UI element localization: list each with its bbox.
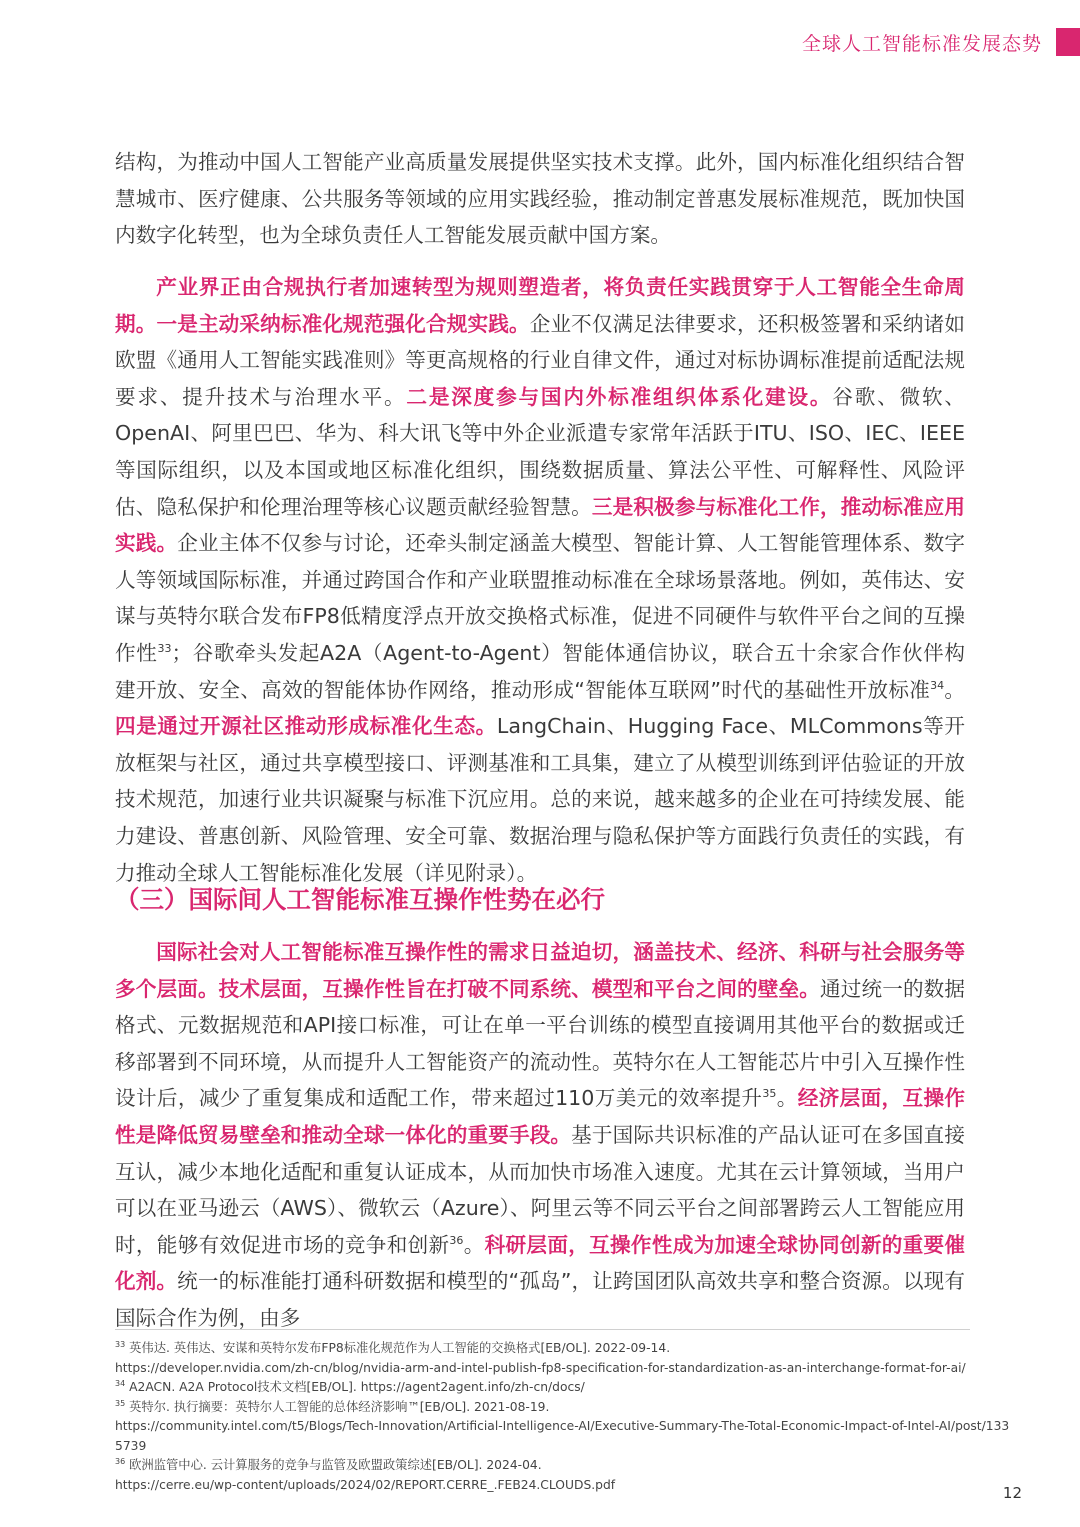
footnote-divider [115, 1329, 970, 1330]
body-text: ；谷歌牵头发起A2A（Agent-to-Agent）智能体通信协议，联合五十余家合作伙伴构建开放、安全、高效的智能体协作网络，推动形成“智能体互联网”时代的基础性开放标准 [115, 640, 966, 702]
footnote-text: 欧洲监管中心. 云计算服务的竞争与监管及欧盟政策综述[EB/OL]. 2024-04. [129, 1458, 542, 1472]
footnote-number: 33 [115, 1339, 126, 1349]
footnote-text[interactable]: A2ACN. A2A Protocol技术文档[EB/OL]. https://agent2agent.info/zh-cn/docs/ [129, 1380, 585, 1394]
footnote-number: 36 [115, 1456, 126, 1466]
body-text: 企业不仅满足法律要求，还积极签署和采纳诸如欧盟《通用人工智能实践准则》等更高规格的行业自律文件，通过对标协调标准提前适配法规要求、提升技术与治理水平。 [115, 311, 965, 409]
footnote-ref[interactable]: 33 [157, 642, 172, 656]
paragraph-continued: 结构，为推动中国人工智能产业高质量发展提供坚实技术支撑。此外，国内标准化组织结合智慧城市、医疗健康、公共服务等领域的应用实践经验，推动制定普惠发展标准规范，既加快国内数字化转型，也为全球负责任人工智能发展贡献中国方案。 [115, 150, 965, 248]
section-heading: （三）国际间人工智能标准互操作性势在必行 [115, 885, 605, 914]
footnote-link[interactable] [115, 1359, 1015, 1379]
footnote-number: 34 [115, 1378, 126, 1388]
footnote-item [115, 1456, 1015, 1476]
footnote-url[interactable]: https://community.intel.com/t5/Blogs/Tech-Innovation/Artificial-Intelligence-AI/Executive-Summary-The-Total-Economic-Impact-of-Intel-AI/post/1335739 [115, 1419, 1010, 1453]
highlight-text: 国际社会对人工智能标准互操作性的需求日益迫切，涵盖技术、经济、科研与社会服务等多个层面。技术层面，互操作性旨在打破不同系统、模型和平台之间的壁垒。 [115, 940, 965, 1001]
footnotes [115, 1339, 1015, 1495]
paragraph-interoperability [115, 934, 965, 1337]
highlight-text: 产业界正由合规执行者加速转型为规则塑造者，将负责任实践贯穿于人工智能全生命周期。一是主动采纳标准化规范强化合规实践。 [115, 275, 965, 336]
footnote-text: 英特尔. 执行摘要：英特尔人工智能的总体经济影响™[EB/OL]. 2021-08-19. [129, 1399, 550, 1414]
body-text: 谷歌、微软、OpenAI、阿里巴巴、华为、科大讯飞等中外企业派遣专家常年活跃于ITU、ISO、IEC、IEEE等国际组织，以及本国或地区标准化组织，围绕数据质量、算法公平性、可解释性、风险评估、隐私保护和伦理治理等核心议题贡献经验智慧。 [115, 384, 966, 519]
highlight-text: 科研层面，互操作性成为加速全球协同创新的重要催化剂。 [115, 1232, 966, 1294]
body-text: 企业主体不仅参与讨论，还牵头制定涵盖大模型、智能计算、人工智能管理体系、数字人等领域国际标准，并通过跨国合作和产业联盟推动标准在全球场景落地。例如，英伟达、安谋与英特尔联合发布FP8低精度浮点开放交换格式标准，促进不同硬件与软件平台之间的互操作性 [115, 531, 966, 665]
body-text: 通过统一的数据格式、元数据规范和API接口标准，可让在单一平台训练的模型直接调用其他平台的数据或迁移部署到不同环境，从而提升人工智能资产的流动性。英特尔在人工智能芯片中引入互操作性设计后，减少了重复集成和适配工作，带来超过110万美元的效率提升 [115, 976, 966, 1111]
page-number: 12 [1002, 1484, 1022, 1502]
body-text: LangChain、Hugging Face、MLCommons等开放框架与社区，通过共享模型接口、评测基准和工具集，建立了从模型训练到评估验证的开放技术规范，加速行业共识凝聚与标准下沉应用。总的来说，越来越多的企业在可持续发展、能力建设、普惠创新、风险管理、安全可靠、数据治理与隐私保护等方面践行负责任的实践，有力推动全球人工智能标准化发展（详见附录）。 [115, 714, 966, 885]
highlight-text: 经济层面，互操作性是降低贸易壁垒和推动全球一体化的重要手段。 [115, 1086, 966, 1147]
paragraph-industry [115, 269, 965, 891]
page-header [802, 28, 1080, 56]
header-accent-bar [1056, 28, 1080, 56]
footnote-item [115, 1339, 1015, 1359]
body-text: 统一的标准能打通科研数据和模型的“孤岛”，让跨国团队高效共享和整合资源。以现有国际合作为例，由多 [115, 1269, 965, 1330]
footnote-text: 英伟达. 英伟达、安谋和英特尔发布FP8标准化规范作为人工智能的交换格式[EB/OL]. 2022-09-14. [129, 1341, 671, 1355]
highlight-text: 二是深度参与国内外标准组织体系化建设。 [406, 384, 833, 409]
body-text: 。 [944, 677, 965, 702]
footnote-url[interactable]: https://developer.nvidia.com/zh-cn/blog/nvidia-arm-and-intel-publish-fp8-specification-for-standardization-as-an-interchange-format-for-ai/ [115, 1360, 966, 1375]
footnote-url[interactable]: https://cerre.eu/wp-content/uploads/2024/02/REPORT.CERRE_.FEB24.CLOUDS.pdf [115, 1477, 616, 1492]
footnote-number: 35 [115, 1398, 126, 1408]
body-text: 基于国际共识标准的产品认证可在多国直接互认，减少本地化适配和重复认证成本，从而加快市场准入速度。尤其在云计算领域，当用户可以在亚马逊云（AWS）、微软云（Azure）、阿里云等不同云平台之间部署跨云人工智能应用时，能够有效促进市场的竞争和创新 [115, 1122, 965, 1257]
body-text: 。 [776, 1086, 798, 1111]
body-text: 。 [463, 1232, 485, 1257]
footnote-link[interactable] [115, 1417, 1015, 1456]
highlight-text: 三是积极参与标准化工作，推动标准应用实践。 [115, 494, 965, 556]
footnote-ref[interactable]: 35 [762, 1087, 777, 1101]
footnote-item [115, 1378, 1015, 1398]
highlight-text: 四是通过开源社区推动形成标准化生态。 [115, 714, 497, 739]
footnote-ref[interactable]: 36 [449, 1233, 464, 1247]
report-title: 全球人工智能标准发展态势 [801, 32, 1042, 55]
footnote-item [115, 1398, 1015, 1418]
footnote-ref[interactable]: 34 [930, 678, 945, 692]
footnote-link[interactable] [115, 1476, 1015, 1496]
